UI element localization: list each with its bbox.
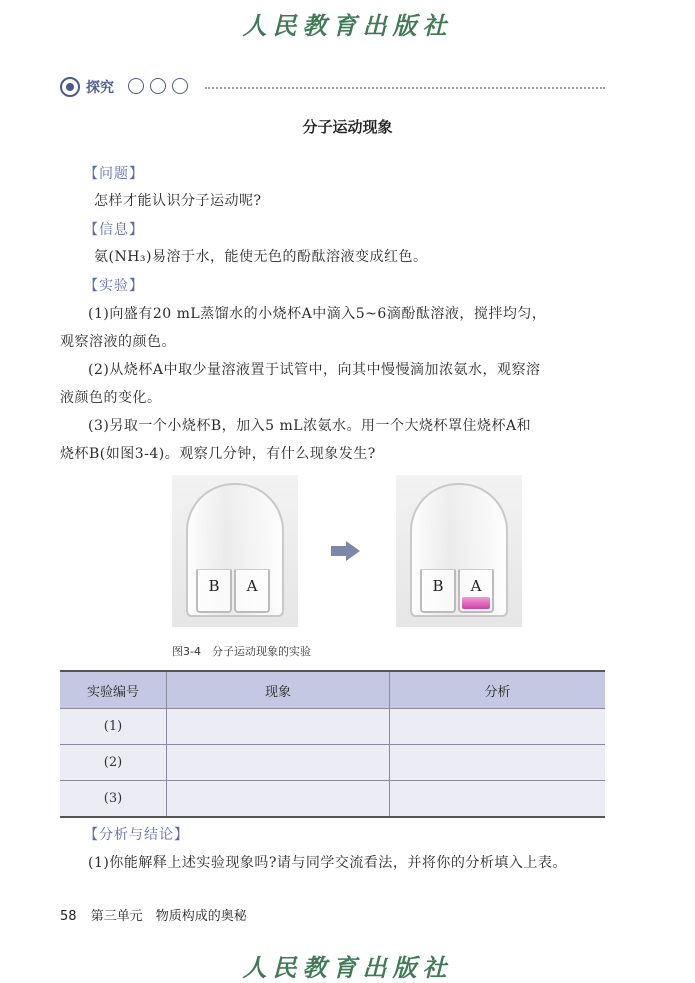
header-experiment-number: 实验编号 bbox=[60, 671, 167, 709]
header-phenomenon: 现象 bbox=[167, 671, 390, 709]
experiment-icon bbox=[128, 78, 144, 94]
molecule-icon bbox=[150, 78, 166, 94]
figure-photo-after bbox=[396, 475, 522, 627]
beaker-a-label: A bbox=[470, 577, 482, 595]
analysis-cell bbox=[390, 745, 606, 781]
publisher-logo-top: 人民教育出版社 bbox=[242, 11, 453, 40]
page-number: 58 bbox=[60, 909, 77, 924]
row-number: (2) bbox=[60, 745, 167, 781]
section-bar bbox=[60, 75, 605, 99]
table-row bbox=[60, 745, 605, 781]
beaker-b-label: B bbox=[432, 577, 444, 595]
analysis-cell bbox=[390, 709, 606, 745]
results-table bbox=[60, 670, 605, 818]
beaker-b-label: B bbox=[208, 577, 220, 595]
analysis-text: (1)你能解释上述实验现象吗?请与同学交流看法，并将你的分析填入上表。 bbox=[88, 855, 567, 871]
experiment-1-line-2: 观察溶液的颜色。 bbox=[60, 334, 176, 350]
info-heading: 【信息】 bbox=[84, 222, 144, 238]
pink-solution bbox=[462, 597, 490, 609]
analysis-cell bbox=[390, 781, 606, 818]
arrow-icon bbox=[331, 546, 347, 556]
info-text: 氨(NH₃)易溶于水，能使无色的酚酞溶液变成红色。 bbox=[94, 249, 428, 265]
section-divider bbox=[205, 87, 605, 89]
experiment-2-line-2: 液颜色的变化。 bbox=[60, 390, 162, 406]
arrow-head-icon bbox=[346, 541, 360, 561]
table-row bbox=[60, 781, 605, 818]
figure-photo-before bbox=[172, 475, 298, 627]
header-analysis: 分析 bbox=[390, 671, 606, 709]
phenomenon-cell bbox=[167, 745, 390, 781]
publisher-logo-bottom: 人民教育出版社 bbox=[242, 953, 453, 982]
page-footer bbox=[60, 905, 247, 924]
unit-title: 第三单元 物质构成的奥秘 bbox=[90, 909, 247, 924]
table-header-row bbox=[60, 671, 605, 709]
experiment-3-line-1: (3)另取一个小烧杯B，加入5 mL浓氨水。用一个大烧杯罩住烧杯A和 bbox=[88, 418, 532, 434]
triangle-icon bbox=[172, 78, 188, 94]
page-title: 分子运动现象 bbox=[302, 118, 393, 136]
section-label: 探究 bbox=[86, 80, 114, 96]
analysis-heading: 【分析与结论】 bbox=[84, 827, 189, 843]
row-number: (3) bbox=[60, 781, 167, 818]
phenomenon-cell bbox=[167, 781, 390, 818]
question-heading: 【问题】 bbox=[84, 166, 144, 182]
target-icon bbox=[60, 77, 80, 97]
experiment-heading: 【实验】 bbox=[84, 278, 144, 294]
question-text: 怎样才能认识分子运动呢? bbox=[94, 193, 262, 209]
row-number: (1) bbox=[60, 709, 167, 745]
experiment-1-line-1: (1)向盛有20 mL蒸馏水的小烧杯A中滴入5~6滴酚酞溶液，搅拌均匀， bbox=[88, 306, 547, 322]
phenomenon-cell bbox=[167, 709, 390, 745]
beaker-a-label: A bbox=[246, 577, 258, 595]
experiment-3-line-2: 烧杯B(如图3-4)。观察几分钟，有什么现象发生? bbox=[60, 446, 376, 462]
figure-caption: 图3-4 分子运动现象的实验 bbox=[172, 645, 311, 658]
experiment-2-line-1: (2)从烧杯A中取少量溶液置于试管中，向其中慢慢滴加浓氨水，观察溶 bbox=[88, 362, 541, 378]
table-row bbox=[60, 709, 605, 745]
